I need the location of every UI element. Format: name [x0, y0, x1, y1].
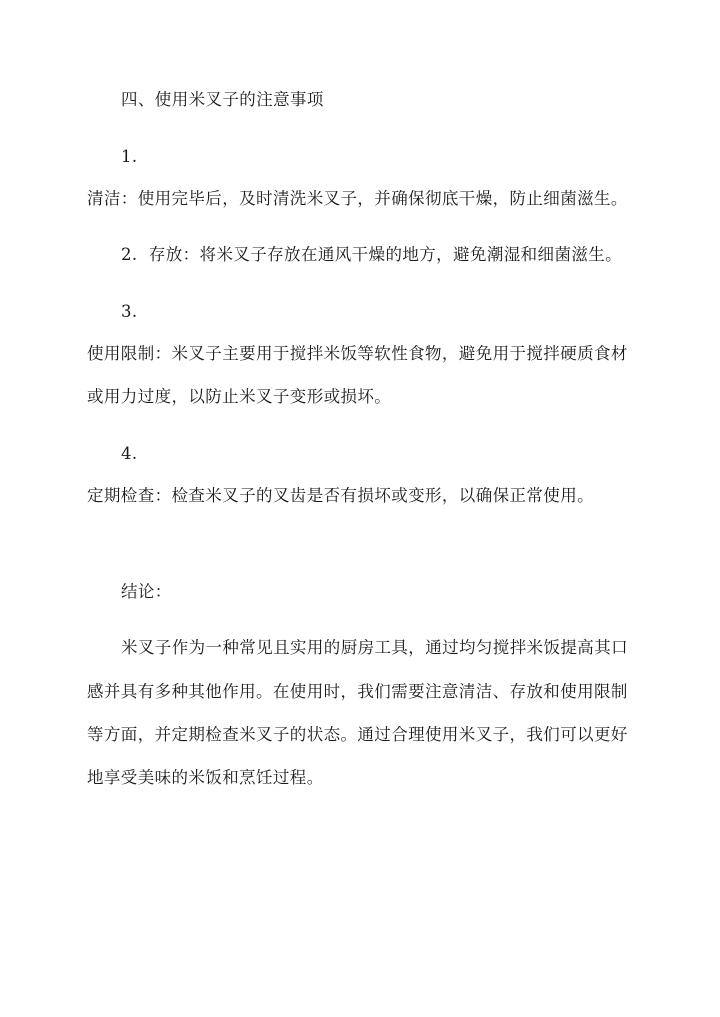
- conclusion-heading: 结论：: [121, 582, 172, 601]
- conclusion-line-3: 等方面，并定期检查米叉子的状态。通过合理使用米叉子，我们可以更好: [87, 725, 628, 744]
- item-text-4: 定期检查：检查米叉子的叉齿是否有损坏或变形，以确保正常使用。: [87, 486, 594, 505]
- conclusion-line-1: 米叉子作为一种常见且实用的厨房工具，通过均匀搅拌米饭提高其口: [121, 638, 628, 657]
- item-text-2: 存放：将米叉子存放在通风干燥的地方，避免潮湿和细菌滋生。: [148, 245, 623, 264]
- item-text-3-line-2: 或用力过度，以防止米叉子变形或损坏。: [87, 387, 392, 406]
- item-2: [121, 244, 681, 266]
- item-number-3: 3.: [121, 302, 138, 321]
- conclusion-line-2: 感并具有多种其他作用。在使用时，我们需要注意清洁、存放和使用限制: [87, 682, 628, 701]
- item-number-2: 2.: [121, 245, 138, 264]
- item-text-3-line-1: 使用限制：米叉子主要用于搅拌米饭等软性食物，避免用于搅拌硬质食材: [87, 344, 628, 363]
- item-number-4: 4.: [121, 444, 138, 463]
- item-number-1: 1.: [121, 147, 138, 166]
- item-text-1: 清洁：使用完毕后，及时清洗米叉子，并确保彻底干燥，防止细菌滋生。: [87, 189, 628, 208]
- conclusion-line-4: 地享受美味的米饭和烹饪过程。: [87, 768, 324, 787]
- section-title: 四、使用米叉子的注意事项: [121, 90, 324, 109]
